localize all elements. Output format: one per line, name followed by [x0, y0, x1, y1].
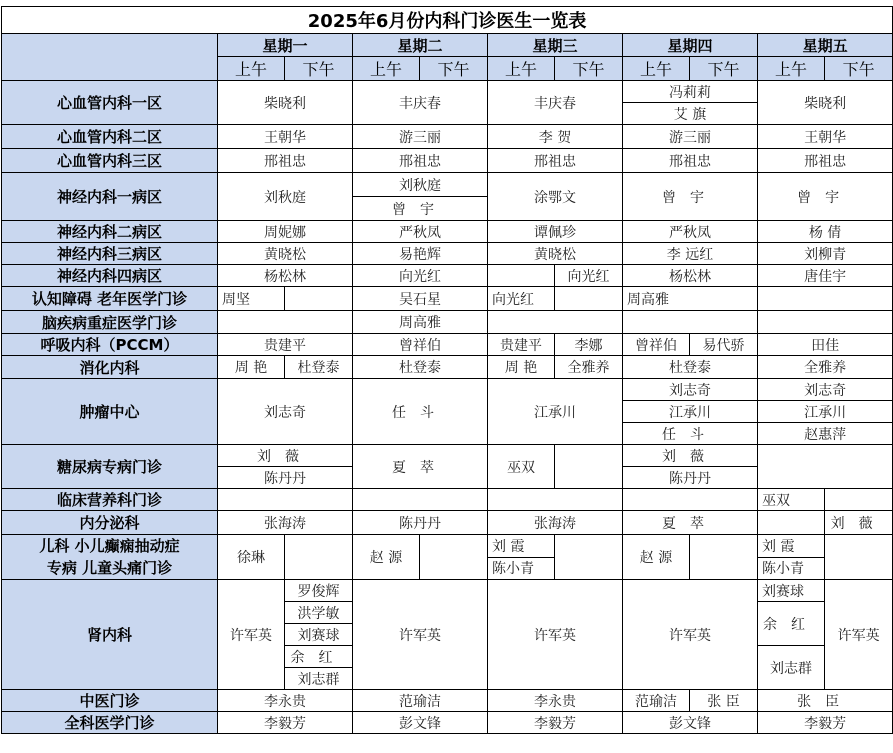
doctor-cell [218, 311, 353, 334]
dept-label: 神经内科二病区 [2, 221, 218, 243]
doctor-cell: 陈丹丹 [623, 467, 758, 489]
doctor-cell: 贵建平 [488, 334, 555, 356]
doctor-cell: 彭文锋 [623, 712, 758, 734]
doctor-cell [488, 265, 555, 287]
doctor-cell: 周坚 [218, 287, 285, 311]
dept-label: 心血管内科一区 [2, 81, 218, 125]
doctor-cell: 邢祖忠 [353, 149, 488, 173]
dept-label: 中医门诊 [2, 690, 218, 712]
doctor-cell: 赵惠萍 [758, 423, 893, 445]
doctor-cell: 杜登泰 [623, 356, 758, 379]
doctor-cell: 李永贵 [218, 690, 353, 712]
doctor-cell [623, 489, 758, 511]
doctor-cell: 许军英 [488, 580, 623, 690]
doctor-cell: 李 远红 [623, 243, 758, 265]
doctor-cell: 全雅养 [758, 356, 893, 379]
doctor-cell: 李 贺 [488, 125, 623, 149]
doctor-cell: 杨松林 [218, 265, 353, 287]
doctor-cell: 丰庆春 [353, 81, 488, 125]
doctor-cell [690, 535, 758, 580]
doctor-cell: 王朝华 [218, 125, 353, 149]
doctor-cell: 张 臣 [690, 690, 758, 712]
doctor-cell: 曾祥伯 [623, 334, 690, 356]
doctor-cell: 周高雅 [353, 311, 488, 334]
doctor-cell: 曾祥伯 [353, 334, 488, 356]
doctor-cell: 刘志奇 [623, 379, 758, 401]
doctor-cell [555, 535, 623, 580]
doctor-cell: 赵 源 [623, 535, 690, 580]
doctor-cell: 周高雅 [623, 287, 758, 311]
doctor-cell: 陈小青 [488, 557, 555, 580]
doctor-cell: 黄晓松 [488, 243, 623, 265]
doctor-cell: 许军英 [353, 580, 488, 690]
schedule-table [1, 6, 893, 734]
doctor-cell: 张海涛 [488, 511, 623, 535]
doctor-cell: 任斗 [353, 379, 488, 445]
doctor-cell: 向光红 [353, 265, 488, 287]
doctor-cell: 陈小青 [758, 557, 825, 580]
dept-label: 认知障碍 老年医学门诊 [2, 287, 218, 311]
doctor-cell: 柴晓利 [758, 81, 893, 125]
day-header: 星期二 [353, 34, 488, 57]
doctor-cell: 杜登泰 [285, 356, 353, 379]
doctor-cell [825, 489, 893, 511]
doctor-cell: 夏萃 [353, 445, 488, 489]
dept-label: 全科医学门诊 [2, 712, 218, 734]
doctor-cell [218, 489, 353, 511]
doctor-cell: 张臣 [758, 690, 893, 712]
doctor-cell: 向光红 [488, 287, 555, 311]
doctor-cell [623, 311, 758, 334]
dept-label: 心血管内科三区 [2, 149, 218, 173]
day-header: 星期四 [623, 34, 758, 57]
doctor-cell: 赵 源 [353, 535, 420, 580]
doctor-cell: 李毅芳 [758, 712, 893, 734]
doctor-cell: 涂鄂文 [488, 173, 623, 221]
doctor-cell: 丰庆春 [488, 81, 623, 125]
dept-label: 心血管内科二区 [2, 125, 218, 149]
dept-label: 神经内科一病区 [2, 173, 218, 221]
doctor-cell: 罗俊辉 [285, 580, 353, 602]
doctor-cell: 刘薇 [623, 445, 758, 467]
dept-label: 消化内科 [2, 356, 218, 379]
dept-label: 脑疾病重症医学门诊 [2, 311, 218, 334]
am-header: 上午 [488, 57, 555, 81]
doctor-cell: 邢祖忠 [623, 149, 758, 173]
doctor-cell: 谭佩珍 [488, 221, 623, 243]
doctor-cell [758, 287, 893, 311]
doctor-cell [758, 445, 893, 489]
doctor-cell: 唐佳宇 [758, 265, 893, 287]
doctor-cell [488, 311, 623, 334]
doctor-cell: 范瑜洁 [353, 690, 488, 712]
doctor-cell [353, 489, 488, 511]
doctor-cell: 徐琳 [218, 535, 285, 580]
dept-label: 肾内科 [2, 580, 218, 690]
dept-label: 糖尿病专病门诊 [2, 445, 218, 489]
doctor-cell: 李毅芳 [218, 712, 353, 734]
doctor-cell: 江承川 [623, 401, 758, 423]
doctor-cell: 艾 旗 [623, 103, 758, 125]
dept-label-line: 儿科 小儿癫痫抽动症 [39, 537, 180, 555]
doctor-cell: 刘赛球 [285, 624, 353, 646]
doctor-cell: 杜登泰 [353, 356, 488, 379]
doctor-cell [420, 535, 488, 580]
doctor-cell: 全雅养 [555, 356, 623, 379]
doctor-cell [555, 287, 623, 311]
doctor-cell [758, 311, 893, 334]
doctor-cell: 刘秋庭 [353, 173, 488, 197]
doctor-cell: 余红 [758, 602, 825, 646]
dept-label-line: 专病 儿童头痛门诊 [46, 559, 173, 577]
dept-label [2, 535, 218, 580]
doctor-cell: 江承川 [758, 401, 893, 423]
dept-label: 肿瘤中心 [2, 379, 218, 445]
doctor-cell: 田佳 [758, 334, 893, 356]
doctor-cell: 易艳辉 [353, 243, 488, 265]
day-header: 星期五 [758, 34, 893, 57]
doctor-cell: 许军英 [825, 580, 893, 690]
doctor-cell: 任斗 [623, 423, 758, 445]
doctor-cell [555, 445, 623, 489]
doctor-cell: 刘柳青 [758, 243, 893, 265]
doctor-cell: 李永贵 [488, 690, 623, 712]
doctor-cell [285, 287, 353, 311]
pm-header: 下午 [825, 57, 893, 81]
doctor-cell: 夏萃 [623, 511, 758, 535]
doctor-cell: 刘 霞 [758, 535, 825, 558]
doctor-cell: 陈丹丹 [218, 467, 353, 489]
doctor-cell: 范瑜洁 [623, 690, 690, 712]
doctor-cell [488, 489, 623, 511]
doctor-cell: 冯莉莉 [623, 81, 758, 103]
doctor-cell: 李娜 [555, 334, 623, 356]
corner-cell [2, 34, 218, 81]
doctor-cell: 杨 倩 [758, 221, 893, 243]
doctor-cell: 刘 霞 [488, 535, 555, 558]
doctor-cell: 刘志群 [758, 646, 825, 690]
doctor-cell: 曾宇 [758, 173, 893, 221]
doctor-cell: 李毅芳 [488, 712, 623, 734]
day-header: 星期一 [218, 34, 353, 57]
pm-header: 下午 [285, 57, 353, 81]
doctor-cell: 柴晓利 [218, 81, 353, 125]
doctor-cell: 刘薇 [218, 445, 353, 467]
dept-label: 临床营养科门诊 [2, 489, 218, 511]
am-header: 上午 [353, 57, 420, 81]
doctor-cell: 游三丽 [353, 125, 488, 149]
day-header: 星期三 [488, 34, 623, 57]
dept-label: 神经内科三病区 [2, 243, 218, 265]
doctor-cell: 余红 [285, 646, 353, 668]
doctor-cell: 严秋凤 [353, 221, 488, 243]
doctor-cell [285, 535, 353, 580]
doctor-cell: 游三丽 [623, 125, 758, 149]
doctor-cell: 易代骄 [690, 334, 758, 356]
doctor-cell: 刘秋庭 [218, 173, 353, 221]
doctor-cell: 周妮娜 [218, 221, 353, 243]
doctor-cell: 刘志群 [285, 668, 353, 690]
doctor-cell: 刘赛球 [758, 580, 825, 602]
doctor-cell: 许军英 [623, 580, 758, 690]
doctor-cell: 杨松林 [623, 265, 758, 287]
doctor-cell: 严秋凤 [623, 221, 758, 243]
dept-label: 神经内科四病区 [2, 265, 218, 287]
doctor-cell: 洪学敏 [285, 602, 353, 624]
doctor-cell: 王朝华 [758, 125, 893, 149]
doctor-cell: 周 艳 [488, 356, 555, 379]
doctor-cell [825, 535, 893, 580]
doctor-cell: 张海涛 [218, 511, 353, 535]
doctor-cell: 向光红 [555, 265, 623, 287]
doctor-cell: 邢祖忠 [488, 149, 623, 173]
dept-label: 呼吸内科（PCCM） [2, 334, 218, 356]
am-header: 上午 [758, 57, 825, 81]
doctor-cell: 吴石星 [353, 287, 488, 311]
doctor-cell: 贵建平 [218, 334, 353, 356]
page-title: 2025年6月份内科门诊医生一览表 [2, 7, 893, 34]
doctor-cell: 邢祖忠 [218, 149, 353, 173]
pm-header: 下午 [420, 57, 488, 81]
doctor-cell [758, 511, 825, 535]
doctor-cell: 曾宇 [623, 173, 758, 221]
doctor-cell: 刘志奇 [758, 379, 893, 401]
doctor-cell: 黄晓松 [218, 243, 353, 265]
doctor-cell: 江承川 [488, 379, 623, 445]
doctor-cell: 刘志奇 [218, 379, 353, 445]
am-header: 上午 [218, 57, 285, 81]
doctor-cell: 巫双 [488, 445, 555, 489]
doctor-cell: 许军英 [218, 580, 285, 690]
doctor-cell: 陈丹丹 [353, 511, 488, 535]
dept-label: 内分泌科 [2, 511, 218, 535]
doctor-cell: 周 艳 [218, 356, 285, 379]
doctor-cell: 刘薇 [825, 511, 893, 535]
doctor-cell: 曾宇 [353, 197, 488, 221]
pm-header: 下午 [690, 57, 758, 81]
pm-header: 下午 [555, 57, 623, 81]
doctor-cell: 巫双 [758, 489, 825, 511]
doctor-cell: 邢祖忠 [758, 149, 893, 173]
am-header: 上午 [623, 57, 690, 81]
doctor-cell: 彭文锋 [353, 712, 488, 734]
